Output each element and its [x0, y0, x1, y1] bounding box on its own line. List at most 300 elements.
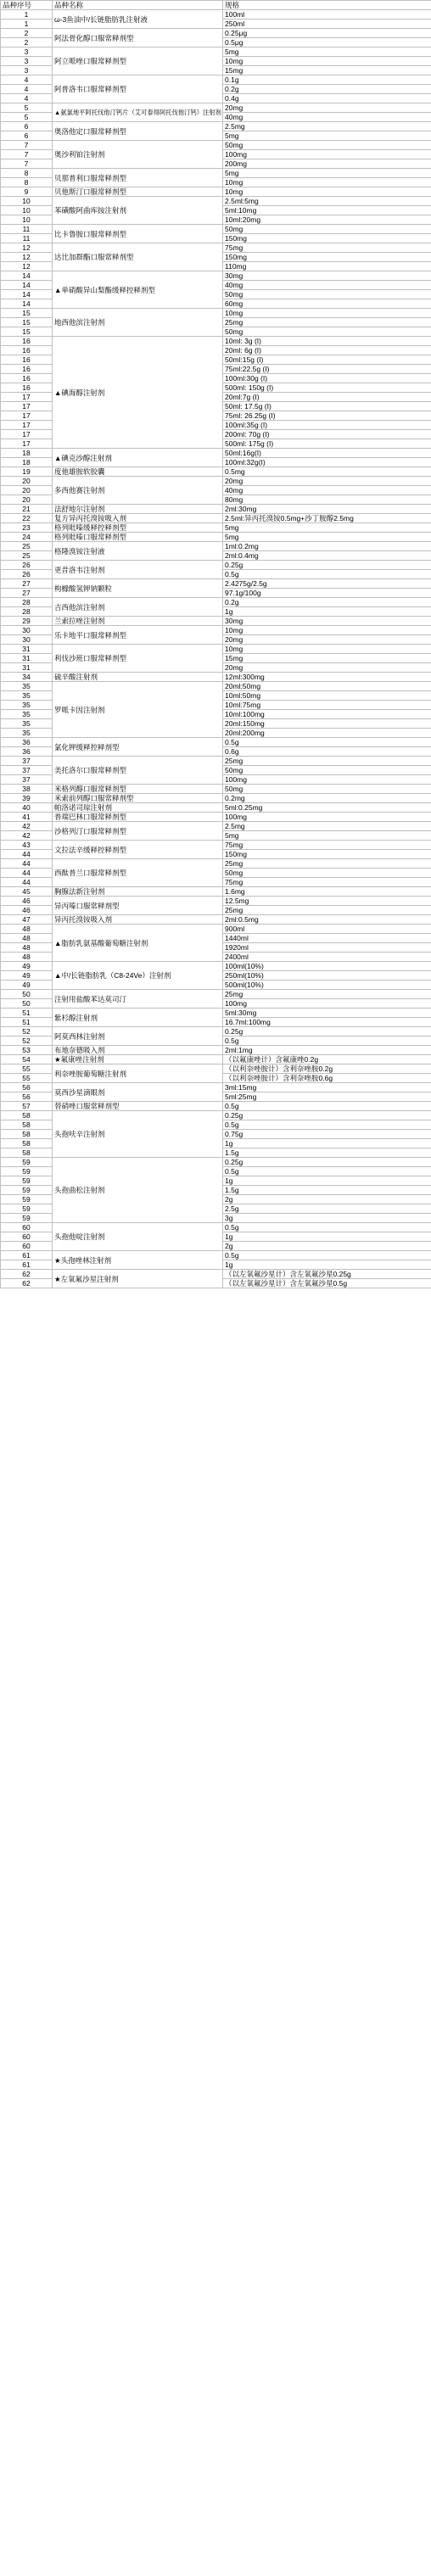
serial-number-cell: 59: [1, 1167, 53, 1176]
serial-number-cell: 2: [1, 29, 53, 38]
serial-number-cell: 15: [1, 327, 53, 337]
serial-number-cell: 59: [1, 1204, 53, 1214]
serial-number-cell: 35: [1, 701, 53, 710]
specification-cell: 10mg: [223, 645, 431, 654]
serial-number-cell: 12: [1, 262, 53, 271]
specification-cell: 0.5g: [223, 1167, 431, 1176]
serial-number-cell: 50: [1, 990, 53, 999]
specification-cell: 1920ml: [223, 943, 431, 953]
drug-name-cell: 奥沙利铂注射剂: [53, 141, 223, 169]
serial-number-cell: 60: [1, 1242, 53, 1251]
table-row: [1, 897, 431, 906]
drug-name-cell: ▲单硝酸异山梨酯缓释控释剂型: [53, 271, 223, 309]
serial-number-cell: 59: [1, 1158, 53, 1167]
specification-cell: 10ml:100mg: [223, 710, 431, 719]
serial-number-cell: 14: [1, 281, 53, 290]
serial-number-cell: 61: [1, 1251, 53, 1260]
specification-cell: 2.5mg: [223, 822, 431, 831]
specification-cell: 0.5g: [223, 1120, 431, 1130]
serial-number-cell: 58: [1, 1111, 53, 1120]
specification-cell: 2.4275g/2.5g: [223, 579, 431, 589]
table-row: [1, 803, 431, 813]
serial-number-cell: 17: [1, 393, 53, 402]
specification-cell: 25mg: [223, 859, 431, 869]
serial-number-cell: 12: [1, 243, 53, 253]
specification-cell: 75ml: 26.25g (I): [223, 411, 431, 421]
table-row: [1, 682, 431, 691]
specification-cell: 20ml:150mg: [223, 719, 431, 729]
drug-name-cell: 普瑞巴林口服常释剂型: [53, 813, 223, 822]
table-row: [1, 757, 431, 766]
table-row: [1, 859, 431, 869]
specification-cell: 75mg: [223, 878, 431, 887]
specification-cell: 97.1g/100g: [223, 589, 431, 598]
specification-cell: 2ml:30mg: [223, 505, 431, 514]
specification-cell: 150mg: [223, 234, 431, 243]
specification-cell: 100ml:35g (I): [223, 421, 431, 430]
specification-cell: （以利奈唑胺计）含利奈唑胺0.2g: [223, 1064, 431, 1074]
specification-cell: 20mg: [223, 477, 431, 486]
specification-cell: 100mg: [223, 999, 431, 1009]
header-serial-number: 品种序号: [1, 1, 53, 10]
table-row: [1, 617, 431, 626]
specification-cell: 5ml:0.25mg: [223, 803, 431, 813]
serial-number-cell: 39: [1, 794, 53, 803]
serial-number-cell: 49: [1, 962, 53, 971]
specification-cell: 20mg: [223, 103, 431, 113]
drug-name-cell: 替硝唑口服常释剂型: [53, 1102, 223, 1111]
specification-cell: 1.6mg: [223, 887, 431, 897]
table-row: [1, 1055, 431, 1064]
specification-cell: 10mg: [223, 187, 431, 197]
specification-cell: 250ml: [223, 20, 431, 29]
specification-cell: 2.5ml:异丙托溴铵0.5mg+沙丁胺醇2.5mg: [223, 514, 431, 523]
table-row: [1, 271, 431, 281]
table-row: [1, 243, 431, 253]
specification-cell: 60mg: [223, 299, 431, 309]
serial-number-cell: 59: [1, 1186, 53, 1195]
serial-number-cell: 3: [1, 57, 53, 66]
specification-cell: （以左氧氟沙星计）含左氧氟沙星0.25g: [223, 1270, 431, 1279]
specification-cell: 2ml:0.4mg: [223, 551, 431, 561]
specification-cell: 1ml:0.2mg: [223, 542, 431, 551]
table-row: [1, 225, 431, 234]
specification-cell: 50mg: [223, 869, 431, 878]
serial-number-cell: 30: [1, 635, 53, 645]
specification-cell: 1.5g: [223, 1148, 431, 1158]
serial-number-cell: 14: [1, 290, 53, 299]
specification-cell: 40mg: [223, 113, 431, 122]
drug-name-cell: 西酞普兰口服常释剂型: [53, 859, 223, 887]
serial-number-cell: 4: [1, 75, 53, 85]
table-row: [1, 309, 431, 318]
serial-number-cell: 47: [1, 915, 53, 925]
table-row: [1, 103, 431, 113]
specification-cell: 0.5mg: [223, 467, 431, 477]
serial-number-cell: 3: [1, 47, 53, 57]
table-row: [1, 197, 431, 206]
drug-name-cell: 利伐沙班口服常释剂型: [53, 645, 223, 673]
serial-number-cell: 41: [1, 813, 53, 822]
serial-number-cell: 29: [1, 617, 53, 626]
serial-number-cell: 14: [1, 271, 53, 281]
table-row: [1, 477, 431, 486]
serial-number-cell: 6: [1, 131, 53, 141]
serial-number-cell: 44: [1, 850, 53, 859]
specification-cell: 500ml: 175g (I): [223, 439, 431, 449]
drug-name-cell: 乐卡地平口服常释剂型: [53, 626, 223, 645]
table-row: [1, 542, 431, 551]
drug-name-cell: 利奈唑胺葡萄糖注射剂: [53, 1064, 223, 1083]
specification-cell: 75mg: [223, 841, 431, 850]
specification-cell: 0.5g: [223, 570, 431, 579]
table-row: [1, 822, 431, 831]
serial-number-cell: 35: [1, 682, 53, 691]
specification-cell: 50mg: [223, 290, 431, 299]
serial-number-cell: 7: [1, 141, 53, 150]
specification-cell: 25mg: [223, 906, 431, 915]
drug-name-cell: 布地奈德吸入剂: [53, 1046, 223, 1055]
serial-number-cell: 46: [1, 906, 53, 915]
serial-number-cell: 27: [1, 579, 53, 589]
specification-cell: 500ml: 150g (I): [223, 383, 431, 393]
drug-name-cell: 米索前列醇口服常释剂型: [53, 794, 223, 803]
drug-name-cell: 苯磺酸阿曲库铵注射剂: [53, 197, 223, 225]
specification-cell: 0.2g: [223, 598, 431, 607]
serial-number-cell: 58: [1, 1120, 53, 1130]
specification-cell: 10ml:75mg: [223, 701, 431, 710]
serial-number-cell: 35: [1, 729, 53, 738]
drug-name-cell: 格列吡嗪口服常释剂型: [53, 533, 223, 542]
drug-name-cell: 阿立哌唑口服常释剂型: [53, 47, 223, 75]
serial-number-cell: 34: [1, 673, 53, 682]
specification-cell: 2400ml: [223, 953, 431, 962]
drug-name-cell: ▲氨氯地平阿托伐他汀钙片（艾可泰得阿托伐他汀钙）注射剂: [53, 103, 223, 122]
table-row: [1, 29, 431, 38]
serial-number-cell: 46: [1, 897, 53, 906]
drug-name-cell: 美托洛尔口服常释剂型: [53, 757, 223, 785]
specification-cell: 100mg: [223, 775, 431, 785]
serial-number-cell: 53: [1, 1046, 53, 1055]
specification-cell: 75mg: [223, 243, 431, 253]
table-row: [1, 1158, 431, 1167]
specification-cell: （以氟康唑计）含氟康唑0.2g: [223, 1055, 431, 1064]
serial-number-cell: 3: [1, 66, 53, 75]
serial-number-cell: 52: [1, 1037, 53, 1046]
table-row: [1, 673, 431, 682]
serial-number-cell: 43: [1, 841, 53, 850]
specification-cell: 3g: [223, 1214, 431, 1223]
serial-number-cell: 8: [1, 169, 53, 178]
specification-cell: 20ml:50mg: [223, 682, 431, 691]
specification-cell: 16.7ml:100mg: [223, 1018, 431, 1027]
table-body: [1, 10, 431, 1288]
specification-cell: 10mg: [223, 178, 431, 187]
drug-name-cell: 米格列醇口服常释剂型: [53, 785, 223, 794]
serial-number-cell: 36: [1, 738, 53, 747]
serial-number-cell: 37: [1, 766, 53, 775]
table-row: [1, 925, 431, 934]
specification-cell: 50ml: 17.5g (I): [223, 402, 431, 411]
specification-cell: 10ml:20mg: [223, 215, 431, 225]
serial-number-cell: 1: [1, 20, 53, 29]
serial-number-cell: 50: [1, 999, 53, 1009]
drug-name-cell: ω-3鱼油中/长链脂肪乳注射液: [53, 10, 223, 29]
drug-name-cell: 兰索拉唑注射剂: [53, 617, 223, 626]
specification-cell: 40mg: [223, 486, 431, 495]
serial-number-cell: 11: [1, 225, 53, 234]
specification-cell: 200ml: 70g (I): [223, 430, 431, 439]
table-row: [1, 187, 431, 197]
specification-cell: 0.25g: [223, 1027, 431, 1037]
specification-cell: 10mg: [223, 57, 431, 66]
specification-cell: 250ml(10%): [223, 971, 431, 981]
serial-number-cell: 48: [1, 925, 53, 934]
serial-number-cell: 51: [1, 1009, 53, 1018]
serial-number-cell: 59: [1, 1214, 53, 1223]
specification-cell: 1g: [223, 607, 431, 617]
serial-number-cell: 26: [1, 570, 53, 579]
specification-cell: 2g: [223, 1242, 431, 1251]
drug-name-cell: 多西他赛注射剂: [53, 477, 223, 505]
serial-number-cell: 5: [1, 113, 53, 122]
serial-number-cell: 25: [1, 542, 53, 551]
drug-name-cell: 更昔洛韦注射剂: [53, 561, 223, 579]
serial-number-cell: 26: [1, 561, 53, 570]
serial-number-cell: 18: [1, 458, 53, 467]
specification-cell: 150mg: [223, 253, 431, 262]
specification-cell: 100ml:32g(I): [223, 458, 431, 467]
specification-cell: 75ml:22.5g (I): [223, 365, 431, 374]
specification-cell: 12.5mg: [223, 897, 431, 906]
serial-number-cell: 55: [1, 1074, 53, 1083]
drug-name-cell: ★氟康唑注射剂: [53, 1055, 223, 1064]
specification-cell: 50mg: [223, 766, 431, 775]
table-row: [1, 626, 431, 635]
serial-number-cell: 8: [1, 178, 53, 187]
drug-name-cell: 氯化钾缓释控释剂型: [53, 738, 223, 757]
serial-number-cell: 17: [1, 402, 53, 411]
specification-cell: 0.25g: [223, 1158, 431, 1167]
drug-name-cell: 复方异丙托溴铵吸入剂: [53, 514, 223, 523]
serial-number-cell: 21: [1, 505, 53, 514]
table-header-row: [1, 1, 431, 10]
specification-cell: 1.5g: [223, 1186, 431, 1195]
drug-name-cell: ★头孢唑林注射剂: [53, 1251, 223, 1270]
table-row: [1, 1102, 431, 1111]
serial-number-cell: 62: [1, 1279, 53, 1288]
serial-number-cell: 18: [1, 449, 53, 458]
specification-cell: 1g: [223, 1260, 431, 1270]
serial-number-cell: 16: [1, 374, 53, 383]
drug-name-cell: 头孢他啶注射剂: [53, 1223, 223, 1251]
serial-number-cell: 54: [1, 1055, 53, 1064]
serial-number-cell: 45: [1, 887, 53, 897]
serial-number-cell: 10: [1, 197, 53, 206]
table-row: [1, 75, 431, 85]
serial-number-cell: 19: [1, 467, 53, 477]
specification-cell: 100ml: [223, 10, 431, 20]
serial-number-cell: 35: [1, 719, 53, 729]
specification-cell: 100mg: [223, 813, 431, 822]
serial-number-cell: 56: [1, 1092, 53, 1102]
drug-name-cell: 异丙托溴铵吸入剂: [53, 915, 223, 925]
serial-number-cell: 16: [1, 383, 53, 393]
specification-cell: 5mg: [223, 169, 431, 178]
specification-cell: 0.75g: [223, 1130, 431, 1139]
specification-cell: 0.1g: [223, 75, 431, 85]
specification-cell: 20ml: 6g (I): [223, 346, 431, 355]
serial-number-cell: 59: [1, 1195, 53, 1204]
specification-cell: 80mg: [223, 495, 431, 505]
serial-number-cell: 25: [1, 551, 53, 561]
serial-number-cell: 7: [1, 159, 53, 169]
drug-name-cell: 格隆溴铵注射液: [53, 542, 223, 561]
table-row: [1, 467, 431, 477]
serial-number-cell: 15: [1, 318, 53, 327]
drug-name-cell: 头孢曲松注射剂: [53, 1158, 223, 1223]
specification-cell: 50mg: [223, 327, 431, 337]
specification-cell: 5mg: [223, 533, 431, 542]
table-row: [1, 1009, 431, 1018]
drug-name-cell: 格列吡嗪缓释控释剂型: [53, 523, 223, 533]
serial-number-cell: 6: [1, 122, 53, 131]
serial-number-cell: 4: [1, 94, 53, 103]
drug-name-cell: 阿莫西林注射剂: [53, 1027, 223, 1046]
serial-number-cell: 16: [1, 355, 53, 365]
serial-number-cell: 60: [1, 1223, 53, 1232]
specification-cell: 0.2mg: [223, 794, 431, 803]
specification-cell: 2ml:0.5mg: [223, 915, 431, 925]
drug-name-cell: 度他雄胺软胶囊: [53, 467, 223, 477]
specification-cell: 3ml:15mg: [223, 1083, 431, 1092]
specification-cell: 20ml:200mg: [223, 729, 431, 738]
specification-cell: 0.6g: [223, 747, 431, 757]
table-row: [1, 598, 431, 607]
specification-cell: （以左氧氟沙星计）含左氧氟沙星0.5g: [223, 1279, 431, 1288]
serial-number-cell: 44: [1, 859, 53, 869]
serial-number-cell: 40: [1, 803, 53, 813]
specification-cell: 5mg: [223, 47, 431, 57]
table-row: [1, 841, 431, 850]
serial-number-cell: 42: [1, 831, 53, 841]
specification-cell: 25mg: [223, 757, 431, 766]
serial-number-cell: 57: [1, 1102, 53, 1111]
serial-number-cell: 37: [1, 775, 53, 785]
table-row: [1, 962, 431, 971]
table-row: [1, 561, 431, 570]
serial-number-cell: 37: [1, 757, 53, 766]
drug-name-cell: 法舒地尔注射剂: [53, 505, 223, 514]
table-row: [1, 337, 431, 346]
serial-number-cell: 20: [1, 486, 53, 495]
drug-name-cell: 注射用盐酸苯达莫司汀: [53, 990, 223, 1009]
table-row: [1, 915, 431, 925]
drug-name-cell: 文拉法辛缓释控释剂型: [53, 841, 223, 859]
table-row: [1, 141, 431, 150]
serial-number-cell: 2: [1, 38, 53, 47]
table-row: [1, 1270, 431, 1279]
specification-cell: 0.25μg: [223, 29, 431, 38]
table-row: [1, 122, 431, 131]
serial-number-cell: 58: [1, 1139, 53, 1148]
specification-cell: 5mg: [223, 131, 431, 141]
drug-name-cell: 胸腺法新注射剂: [53, 887, 223, 897]
specification-cell: 25mg: [223, 318, 431, 327]
serial-number-cell: 48: [1, 953, 53, 962]
serial-number-cell: 17: [1, 421, 53, 430]
serial-number-cell: 58: [1, 1148, 53, 1158]
serial-number-cell: 60: [1, 1232, 53, 1242]
table-row: [1, 449, 431, 458]
drug-name-cell: 异丙嗪口服常释剂型: [53, 897, 223, 915]
specification-cell: 10ml: 3g (I): [223, 337, 431, 346]
serial-number-cell: 31: [1, 645, 53, 654]
serial-number-cell: 28: [1, 598, 53, 607]
serial-number-cell: 27: [1, 589, 53, 598]
specification-cell: 100mg: [223, 150, 431, 159]
specification-cell: 150mg: [223, 850, 431, 859]
drug-name-cell: 阿普洛韦口服常释剂型: [53, 75, 223, 103]
specification-cell: 0.4g: [223, 94, 431, 103]
header-specification: 规格: [223, 1, 431, 10]
serial-number-cell: 42: [1, 822, 53, 831]
serial-number-cell: 61: [1, 1260, 53, 1270]
serial-number-cell: 1: [1, 10, 53, 20]
serial-number-cell: 17: [1, 430, 53, 439]
table-row: [1, 645, 431, 654]
serial-number-cell: 20: [1, 495, 53, 505]
table-row: [1, 1223, 431, 1232]
serial-number-cell: 22: [1, 514, 53, 523]
specification-cell: 0.5g: [223, 1037, 431, 1046]
specification-cell: （以利奈唑胺计）含利奈唑胺0.6g: [223, 1074, 431, 1083]
specification-cell: 0.5μg: [223, 38, 431, 47]
specification-cell: 50ml:15g (I): [223, 355, 431, 365]
drug-name-cell: ▲碘克沙醇注射剂: [53, 449, 223, 467]
drug-name-cell: ▲碘海醇注射剂: [53, 337, 223, 449]
serial-number-cell: 12: [1, 253, 53, 262]
specification-cell: 5ml:10mg: [223, 206, 431, 215]
drug-name-cell: 帕洛诺司琼注射剂: [53, 803, 223, 813]
specification-cell: 5mg: [223, 831, 431, 841]
specification-cell: 10ml:50mg: [223, 691, 431, 701]
drug-name-cell: 贝那普利口服常释剂型: [53, 169, 223, 187]
specification-cell: 5ml:25mg: [223, 1092, 431, 1102]
serial-number-cell: 59: [1, 1176, 53, 1186]
table-row: [1, 785, 431, 794]
specification-cell: 1440ml: [223, 934, 431, 943]
serial-number-cell: 11: [1, 234, 53, 243]
specification-cell: 20mg: [223, 635, 431, 645]
specification-cell: 20ml:7g (I): [223, 393, 431, 402]
specification-cell: 5ml:30mg: [223, 1009, 431, 1018]
serial-number-cell: 30: [1, 626, 53, 635]
drug-name-cell: 头孢呋辛注射剂: [53, 1111, 223, 1158]
drug-name-cell: 罗哌卡因注射剂: [53, 682, 223, 738]
table-row: [1, 1251, 431, 1260]
drug-name-cell: ▲脂肪乳氨基酸葡萄糖注射剂: [53, 925, 223, 962]
serial-number-cell: 35: [1, 691, 53, 701]
serial-number-cell: 31: [1, 663, 53, 673]
drug-name-cell: 枸橼酸氢钾钠颗粒: [53, 579, 223, 598]
specification-cell: 1g: [223, 1176, 431, 1186]
serial-number-cell: 51: [1, 1018, 53, 1027]
specification-cell: 100ml:30g (I): [223, 374, 431, 383]
table-row: [1, 514, 431, 523]
table-row: [1, 1027, 431, 1037]
serial-number-cell: 48: [1, 943, 53, 953]
